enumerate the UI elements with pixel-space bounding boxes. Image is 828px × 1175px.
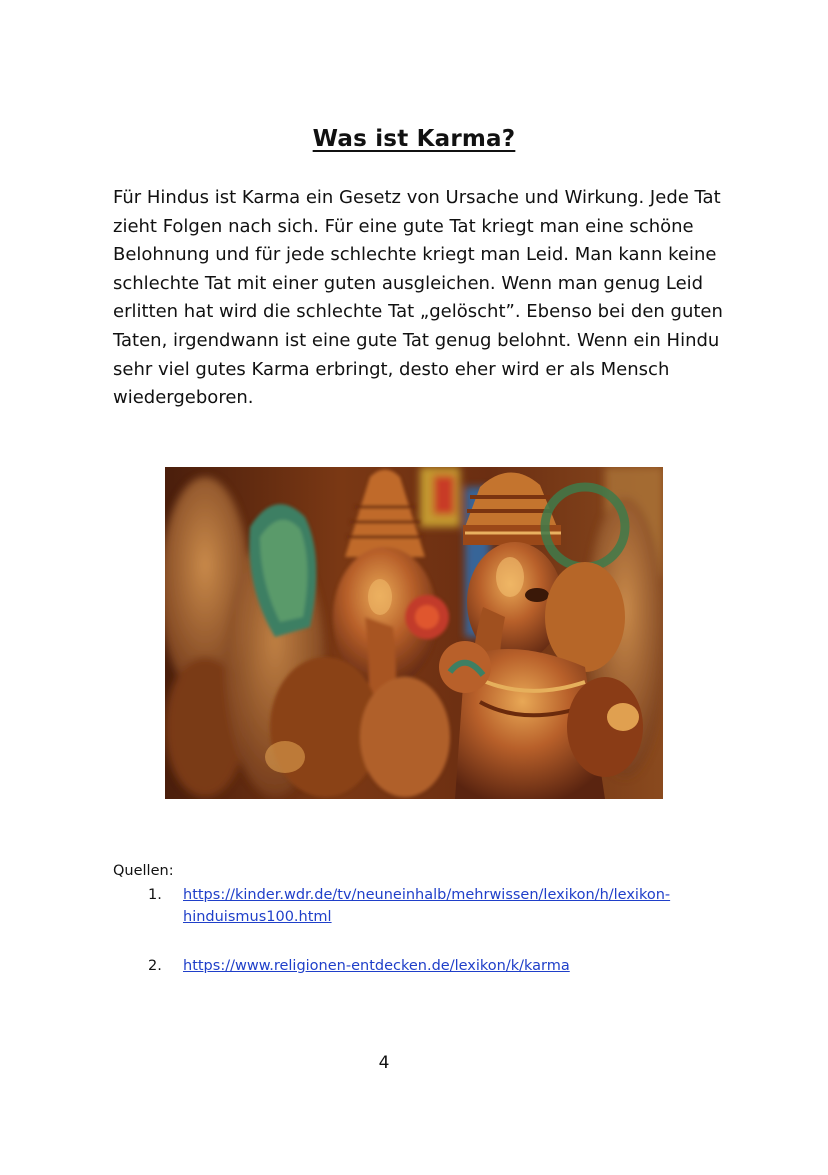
- paragraph-line: schlechte Tat mit einer guten ausgleichen. Wenn man genug Leid: [113, 272, 704, 294]
- source-link-line[interactable]: https://kinder.wdr.de/tv/neuneinhalb/mehrwissen/lexikon/h/lexikon-: [183, 887, 671, 903]
- source-link[interactable]: [183, 884, 733, 928]
- paragraph-line: sehr viel gutes Karma erbringt, desto eher wird er als Mensch: [113, 358, 670, 380]
- paragraph-line: zieht Folgen nach sich. Für eine gute Tat kriegt man eine schöne: [113, 215, 694, 237]
- page-title: Was ist Karma?: [312, 126, 516, 152]
- source-link-line[interactable]: https://www.religionen-entdecken.de/lexikon/k/karma: [183, 958, 570, 974]
- paragraph-line: Taten, irgendwann ist eine gute Tat genug belohnt. Wenn ein Hindu: [113, 329, 720, 351]
- source-link[interactable]: [183, 955, 733, 977]
- paragraph-line: erlitten hat wird die schlechte Tat „gelöscht”. Ebenso bei den guten: [113, 301, 723, 323]
- sources-list: [113, 884, 733, 977]
- source-item: [113, 955, 733, 977]
- source-item: [113, 884, 733, 928]
- paragraph-line: wiedergeboren.: [113, 387, 254, 409]
- paragraph-line: Belohnung und für jede schlechte kriegt man Leid. Man kann keine: [113, 244, 717, 266]
- paragraph-line: Für Hindus ist Karma ein Gesetz von Ursache und Wirkung. Jede Tat: [113, 187, 721, 208]
- sources-label: Quellen:: [113, 863, 174, 879]
- source-number: 2.: [148, 958, 162, 974]
- deity-statues-photo: [165, 467, 663, 799]
- page-number: 4: [378, 1053, 390, 1073]
- source-link-line[interactable]: hinduismus100.html: [183, 909, 332, 925]
- body-paragraph: [113, 184, 733, 413]
- source-number: 1.: [148, 887, 162, 903]
